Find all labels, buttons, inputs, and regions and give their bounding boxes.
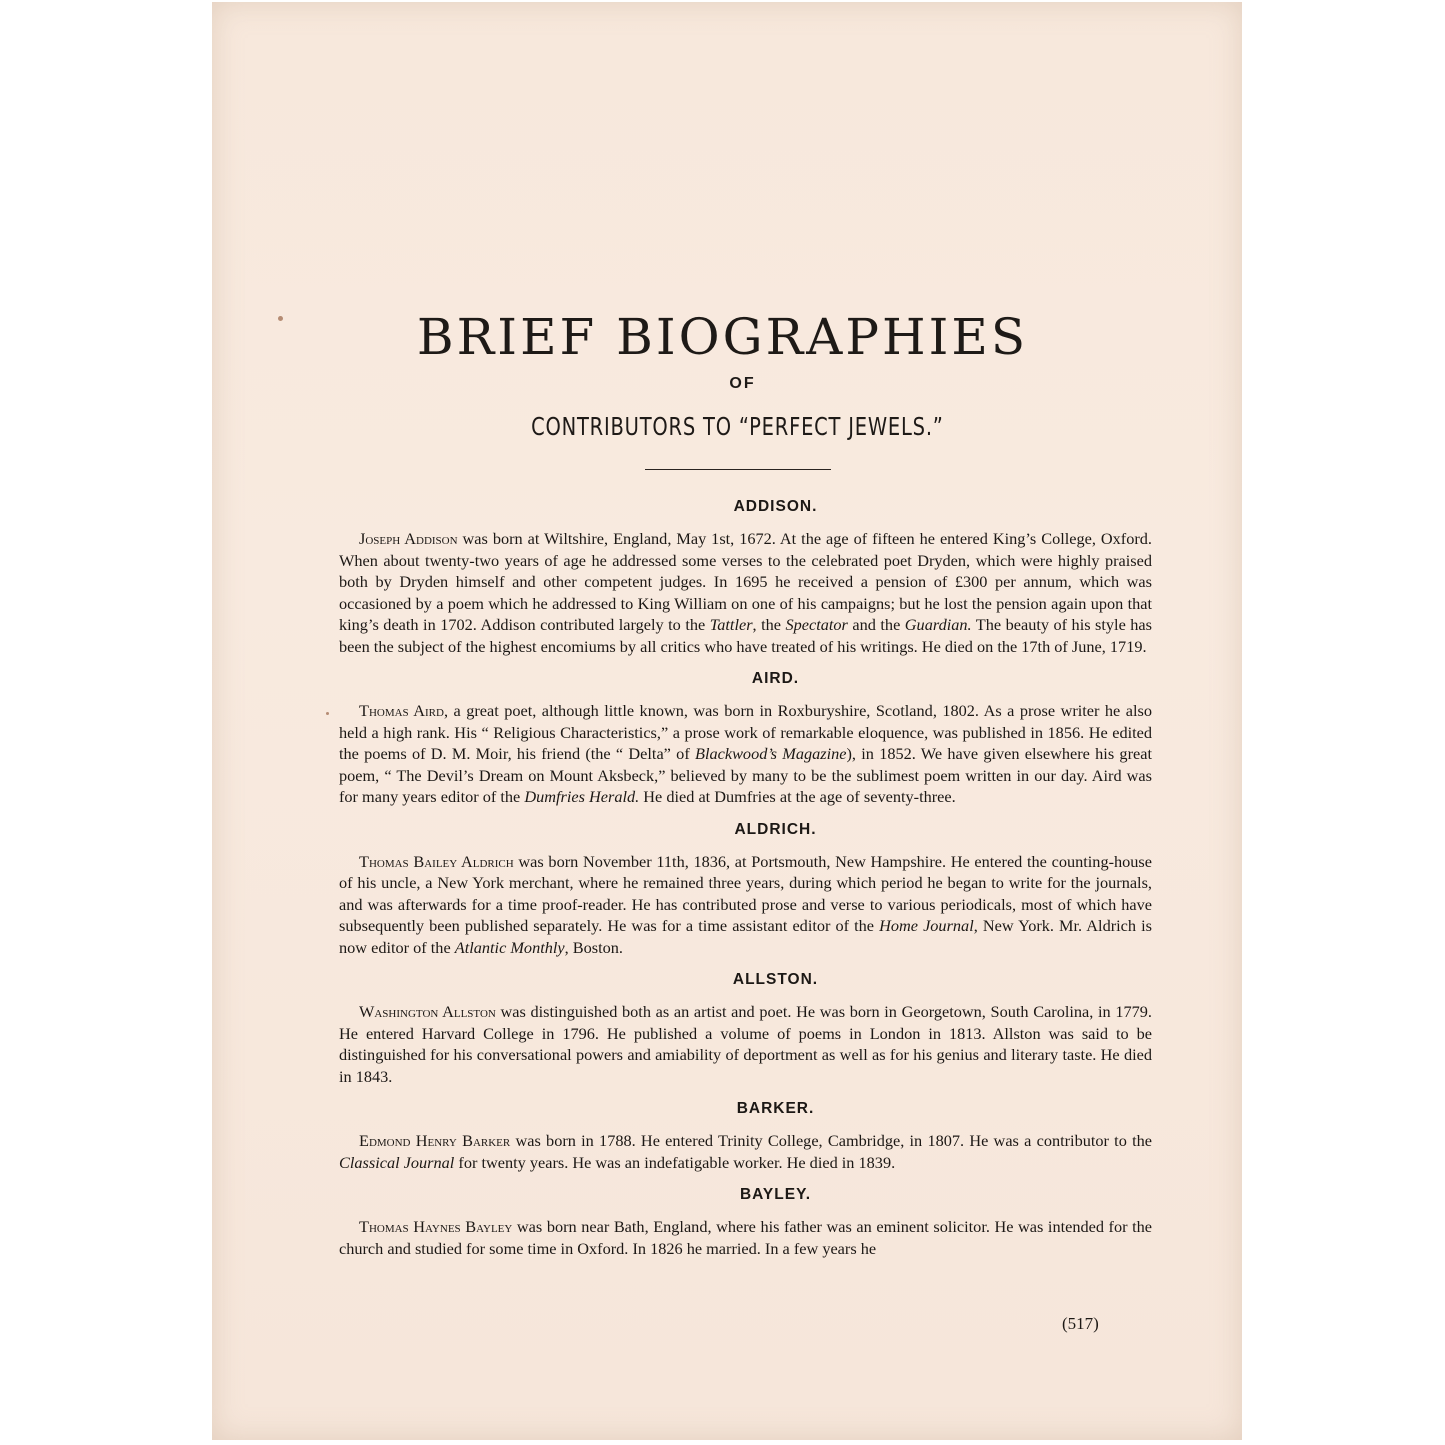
entry-text: , New York. Mr. Aldrich is now editor of the xyxy=(339,916,1152,957)
entry-italic: Tattler xyxy=(709,615,753,634)
entry-paragraph xyxy=(339,528,1152,657)
entry-heading: ADDISON. xyxy=(733,498,818,515)
entry-heading: ALLSTON. xyxy=(732,971,819,988)
entry-text: He died at Dumfries at the age of seventy-three. xyxy=(639,787,956,806)
title-rule xyxy=(645,469,831,470)
entry-italic: Classical Journal xyxy=(339,1152,455,1172)
entry-italic: Atlantic Monthly xyxy=(454,937,565,957)
entry-text: , a great poet, although little known, was born in Roxburyshire, Scotland, 1802. As a prose writer he also held a high rank. His “ Religious Characteristics,” a prose work of remarkable eloquence, was published in 1856. He edited the poems of D. M. Moir, his friend (the “ Delta” of xyxy=(339,701,1152,763)
entry-italic: Dumfries Herald. xyxy=(524,787,640,806)
entry-italic: Spectator xyxy=(785,615,848,634)
entry-name: Thomas Aird xyxy=(359,701,444,720)
biography-list xyxy=(339,496,1152,1259)
entry-text: for twenty years. He was an indefatigable worker. He died in 1839. xyxy=(454,1152,896,1172)
entry-text: was distinguished both as an artist and poet. He was born in Georgetown, South Carolina, in 1779. He entered Harvard College in 1796. He published a volume of poems in London in 1813. Allston was said to be distinguished for his conversational powers and amiability of deportment as well as for his genius and literary taste. He died in 1843. xyxy=(339,1002,1152,1086)
entry-name: Thomas Bailey Aldrich xyxy=(359,851,514,871)
entry-text: was born in 1788. He entered Trinity College, Cambridge, in 1807. He was a contributor to the xyxy=(510,1131,1152,1150)
entry-name: Joseph Addison xyxy=(359,529,458,548)
title-connector: OF xyxy=(729,375,756,392)
entry-text: , Boston. xyxy=(564,937,623,957)
page-title: BRIEF BIOGRAPHIES xyxy=(416,308,1029,366)
entry-name: Washington Allston xyxy=(359,1002,496,1021)
entry-heading: BARKER. xyxy=(736,1100,815,1117)
entry-text: and the xyxy=(847,615,905,634)
entry-heading: ALDRICH. xyxy=(734,820,817,838)
entry-heading: AIRD. xyxy=(751,670,800,687)
entry-text: ), in 1852. We have given elsewhere his great poem, “ The Devil’s Dream on Mount Aksbeck,” believed by many to be the sublimest poem written in our day. Aird was for many years editor of the xyxy=(339,744,1152,806)
page-number: (517) xyxy=(1062,1314,1099,1333)
paper-spot xyxy=(326,712,329,715)
entry-text: was born at Wiltshire, England, May 1st, 1672. At the age of fifteen he entered King’s College, Oxford. When about twenty-two years of age he addressed some verses to the celebrated poet Dryden, which were highly praised both by Dryden himself and other competent judges. In 1695 he received a pension of £300 per annum, which was occasioned by a poem which he addressed to King William on one of his campaigns; but he lost the pension again upon that king’s death in 1702. Addison contributed largely to the xyxy=(339,529,1152,634)
entry-name: Edmond Henry Barker xyxy=(359,1131,511,1150)
entry-paragraph xyxy=(339,851,1152,959)
entry-italic: Home Journal xyxy=(879,916,974,935)
entry-text: was born November 11th, 1836, at Portsmouth, New Hampshire. He entered the counting-house of his uncle, a New York merchant, where he remained three years, during which period he began to write for the journals, and was afterwards for a time proof-reader. He has contributed prose and verse to various periodicals, most of which have subsequently been published separately. He was for a time assistant editor of the xyxy=(339,851,1152,935)
entry-text: The beauty of his style has been the subject of the highest encomiums by all critics who have treated of his writings. He died on the 17th of June, 1719. xyxy=(339,615,1152,656)
entry-heading: BAYLEY. xyxy=(739,1186,812,1203)
entry-italic: Guardian. xyxy=(904,615,972,634)
entry-paragraph xyxy=(339,700,1152,808)
entry-name: Thomas Haynes Bayley xyxy=(359,1217,513,1236)
entry-paragraph xyxy=(339,1001,1152,1087)
entry-text: was born near Bath, England, where his father was an eminent solicitor. He was intended for the church and studied for some time in Oxford. In 1826 he married. In a few years he xyxy=(339,1217,1152,1258)
entry-italic: Blackwood’s Magazine xyxy=(695,744,847,763)
entry-paragraph xyxy=(339,1216,1152,1259)
entry-text: , the xyxy=(752,615,786,634)
page-subtitle: CONTRIBUTORS TO “PERFECT JEWELS.” xyxy=(531,412,944,441)
entry-paragraph xyxy=(339,1130,1152,1173)
